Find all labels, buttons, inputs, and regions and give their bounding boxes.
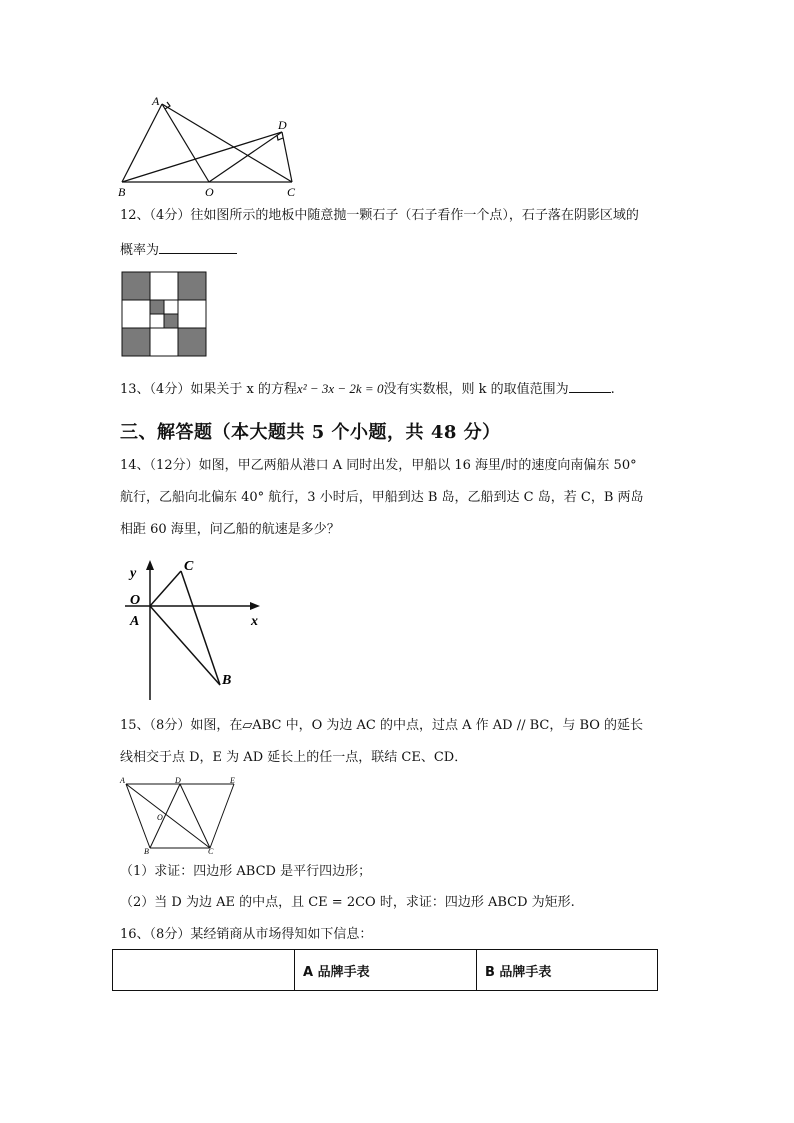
table-row xyxy=(113,950,658,991)
label-b: B xyxy=(222,673,232,688)
figure-triangles-aboc-d xyxy=(110,92,310,200)
label-c: C xyxy=(287,185,296,199)
q15-part1: （1）求证：四边形 ABCD 是平行四边形； xyxy=(120,864,372,879)
label-o: O xyxy=(157,813,163,822)
y-arrow-icon xyxy=(146,560,154,570)
label-a: A xyxy=(152,94,160,108)
q12-line2 xyxy=(120,239,237,261)
brand-table xyxy=(112,949,658,991)
label-a: A xyxy=(120,776,125,785)
label-d: D xyxy=(175,776,181,785)
q15-line2: 线相交于点 D，E 为 AD 延长上的任一点，联结 CE、CD． xyxy=(120,750,468,765)
q12-line1: 12、（4分）往如图所示的地板中随意抛一颗石子（石子看作一个点），石子落在阴影区域的 xyxy=(120,208,639,223)
q14-line3: 相距 60 海里，问乙船的航速是多少？ xyxy=(120,522,340,537)
answer-blank-13 xyxy=(569,378,611,393)
table-header-empty xyxy=(113,950,295,991)
q14-line2: 航行，乙船向北偏东 40° 航行，3 小时后，甲船到达 B 岛，乙船到达 C 岛，若 C，B 两岛 xyxy=(120,490,644,505)
label-c: C xyxy=(208,847,214,855)
q13-end: . xyxy=(610,382,615,397)
floor-tile-figure xyxy=(120,270,210,360)
q13 xyxy=(120,378,615,400)
q12-line2-text: 概率为 xyxy=(120,243,160,258)
label-o: O xyxy=(205,185,214,199)
label-a: A xyxy=(130,614,140,629)
q15-part2: （2）当 D 为边 AE 的中点，且 CE = 2CO 时，求证：四边形 ABCD 为矩形. xyxy=(120,895,575,910)
section-title: 三、解答题（本大题共 5 个小题，共 48 分） xyxy=(120,422,501,443)
q13-equation: x² − 3x − 2k = 0 xyxy=(296,381,384,396)
label-o: O xyxy=(130,593,141,608)
parallelogram-figure xyxy=(116,775,246,855)
label-b: B xyxy=(118,185,126,199)
label-c: C xyxy=(184,559,194,574)
x-arrow-icon xyxy=(250,602,260,610)
label-b: B xyxy=(144,847,149,855)
q15-line1: 15、（8分）如图，在▱ABC 中，O 为边 AC 的中点，过点 A 作 AD // BC，与 BO 的延长 xyxy=(120,718,644,733)
ships-coordinate-figure xyxy=(120,558,270,703)
axis-x-label: x xyxy=(251,614,258,629)
axis-y-label: y xyxy=(130,566,137,581)
q14-line1: 14、（12分）如图，甲乙两船从港口 A 同时出发，甲船以 16 海里/时的速度向南偏东 50° xyxy=(120,458,637,473)
table-header-brand-a: A 品牌手表 xyxy=(295,950,477,991)
q13-suffix: 没有实数根，则 k 的取值范围为 xyxy=(383,382,569,397)
table-header-brand-b: B 品牌手表 xyxy=(477,950,658,991)
answer-blank-12 xyxy=(159,239,237,254)
q16-line1: 16、（8分）某经销商从市场得知如下信息： xyxy=(120,927,373,942)
label-e: E xyxy=(230,776,235,785)
q13-prefix: 13、（4分）如果关于 x 的方程 xyxy=(120,382,297,397)
label-d: D xyxy=(278,118,287,132)
